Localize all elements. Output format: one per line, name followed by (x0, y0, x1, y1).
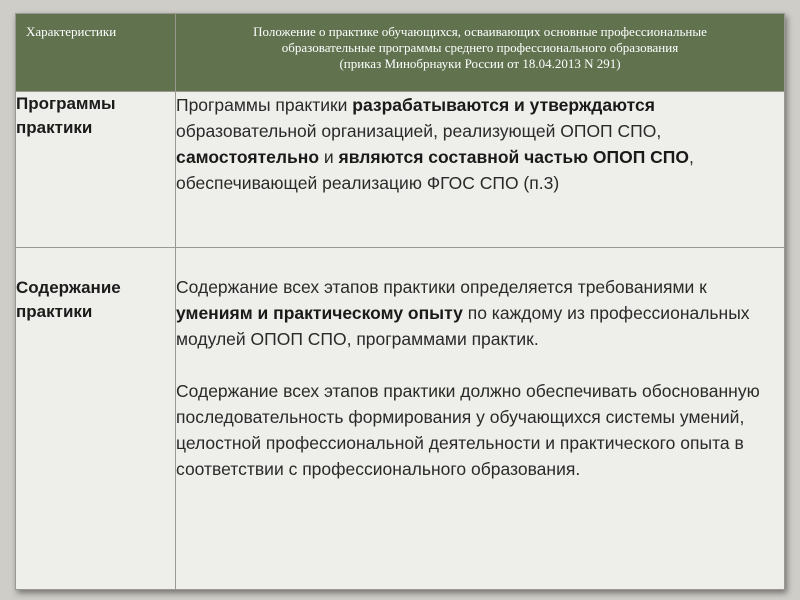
content-paragraph-1 (176, 274, 784, 352)
header-characteristics-label: Характеристики (26, 24, 117, 39)
programs-bold-3: являются составной частью ОПОП СПО (338, 147, 689, 167)
row-text-content (176, 248, 785, 590)
programs-bold-2: самостоятельно (176, 147, 320, 167)
row-label-content-line2: практики (16, 302, 93, 321)
programs-text-3: и (319, 147, 339, 167)
row-text-programs (176, 92, 785, 248)
table-row-programs (16, 92, 785, 248)
header-characteristics (16, 14, 176, 92)
header-regulation (176, 14, 785, 92)
header-regulation-line1: Положение о практике обучающихся, осваивающих основные профессиональные (253, 24, 707, 39)
comparison-table (15, 13, 785, 590)
header-regulation-line3: (приказ Минобрнауки России от 18.04.2013 N 291) (339, 56, 621, 71)
row-label-content (16, 248, 176, 590)
header-regulation-line2: образовательные программы среднего профессионального образования (281, 40, 679, 55)
content-text-2: по каждому из профессиональных модулей ОПОП СПО, программами практик. (176, 303, 750, 349)
row-label-programs-line1: Программы (16, 94, 116, 113)
table-header-row (16, 14, 785, 92)
row-label-programs-line2: практики (16, 118, 93, 137)
row-label-programs (16, 92, 176, 248)
programs-bold-1: разрабатываются и утверждаются (352, 95, 655, 115)
content-text-1: Содержание всех этапов практики определяется требованиями к (176, 277, 707, 297)
row-label-content-line1: Содержание (16, 278, 121, 297)
content-bold-1: умениям и практическому опыту (176, 303, 463, 323)
programs-text-1: Программы практики (176, 95, 353, 115)
programs-text-4: , обеспечивающей реализацию ФГОС СПО (п.3) (176, 147, 694, 193)
table-row-content (16, 248, 785, 590)
content-paragraph-2: Содержание всех этапов практики должно обеспечивать обоснованную последовательность формирования у обучающихся системы умений, целостной профессиональной деятельности и практического опыта в соответствии с профессионального образования. (176, 381, 760, 479)
programs-text-2: образовательной организацией, реализующей ОПОП СПО, (176, 121, 662, 141)
